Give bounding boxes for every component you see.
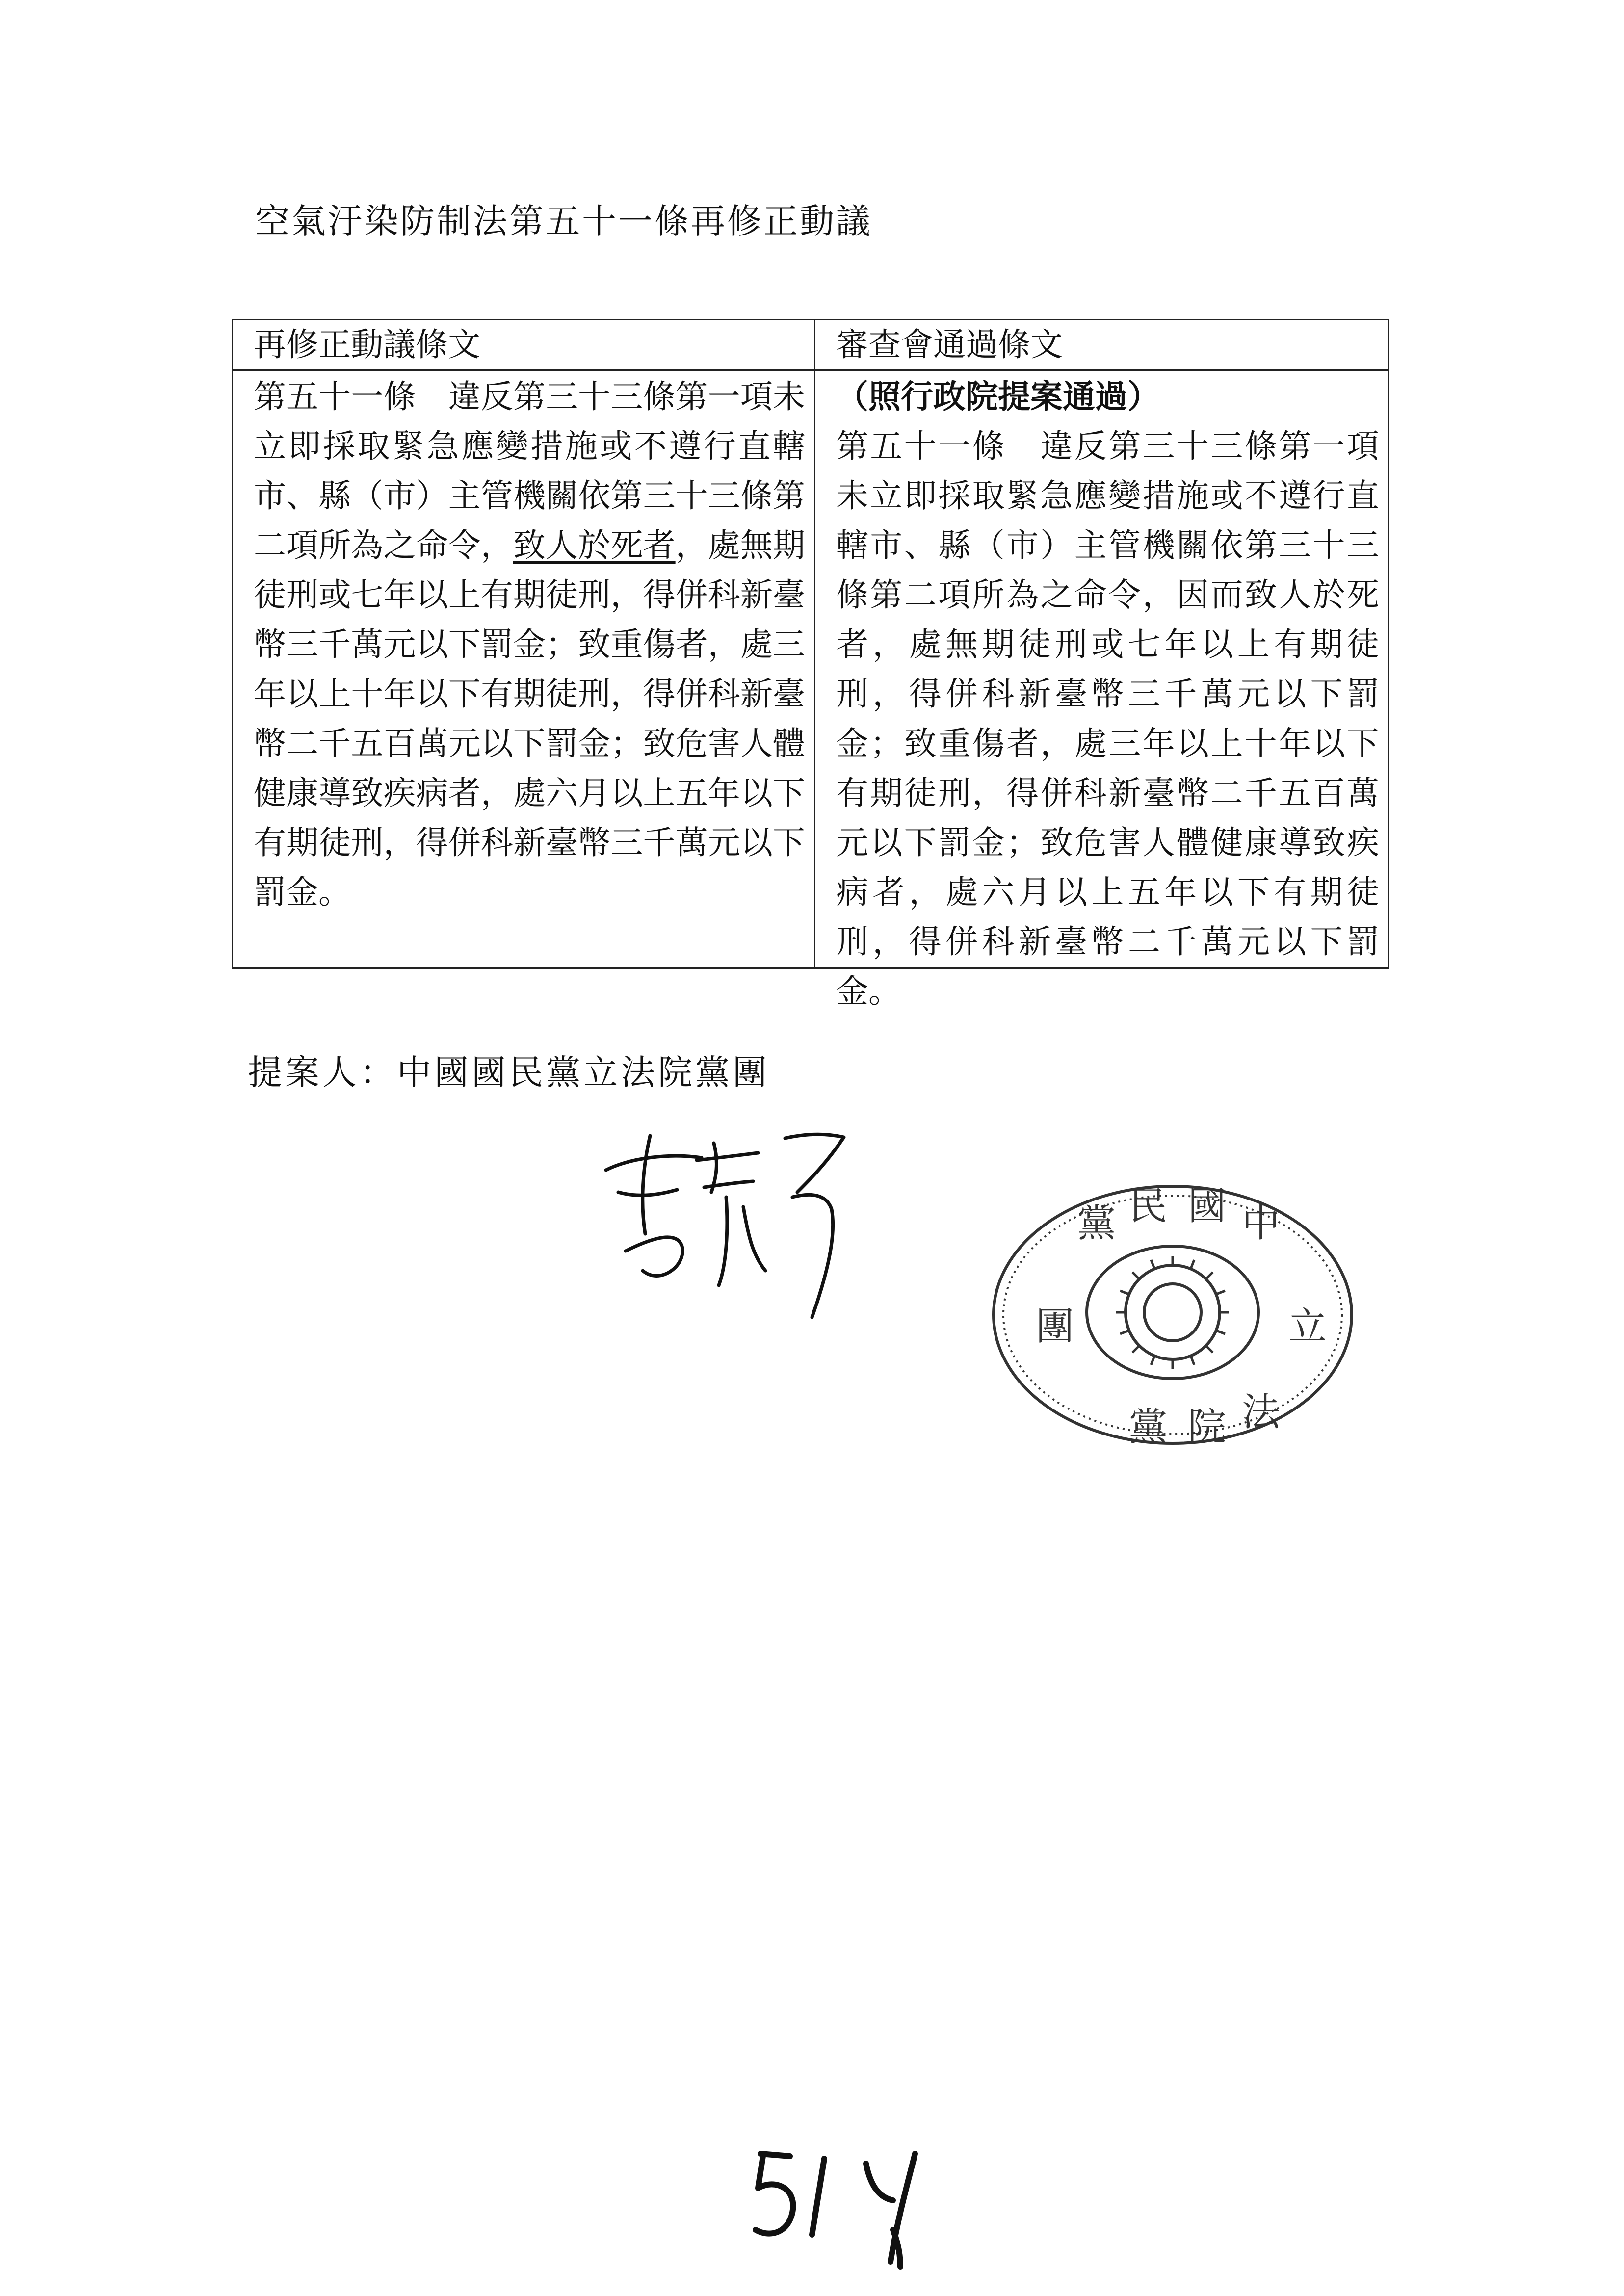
proposed-article-text [233,371,815,967]
passed-article-text [815,371,1388,1010]
proposed-text-underlined: 致人於死者 [513,526,676,564]
svg-text:黨: 黨 [1128,1405,1168,1449]
svg-text:民: 民 [1128,1184,1168,1228]
svg-text:法: 法 [1241,1390,1281,1435]
svg-text:黨: 黨 [1077,1201,1116,1246]
table-header-passed: 審查會通過條文 [815,320,1388,371]
handwritten-page-number-icon [751,2144,957,2271]
party-seal-icon [986,1177,1359,1452]
comparison-table [232,319,1389,1010]
table-header-proposed: 再修正動議條文 [233,320,815,371]
proposed-text-part-1: 第五十一條 違反第三十三條第一項未立即採取緊急應變措施或不遵行直轄市、縣（市）主管機關依第三十三條第二項所為之命令， [254,378,805,564]
passed-article-body: 第五十一條 違反第三十三條第一項未立即採取緊急應變措施或不遵行直轄市、縣（市）主管機關依第三十三條第二項所為之命令，因而致人於死者，處無期徒刑或七年以上有期徒刑，得併科新臺幣三千萬元以下罰金；致重傷者，處三年以上十年以下有期徒刑，得併科新臺幣二千五百萬元以下罰金；致危害人體健康導致疾病者，處六月以上五年以下有期徒刑，得併科新臺幣二千萬元以下罰金。 [836,427,1379,1010]
handwritten-signature-icon [596,1123,871,1330]
svg-text:團: 團 [1035,1305,1074,1349]
svg-text:中: 中 [1241,1201,1281,1246]
svg-text:國: 國 [1187,1184,1227,1228]
svg-text:立: 立 [1288,1305,1327,1349]
document-title: 空氣汙染防制法第五十一條再修正動議 [255,201,872,241]
proposer-line: 提案人：中國國民黨立法院黨團 [248,1052,770,1093]
svg-text:院: 院 [1187,1405,1227,1449]
passed-article-note: （照行政院提案通過） [836,378,1160,416]
proposed-text-part-2: ，處無期徒刑或七年以上有期徒刑，得併科新臺幣三千萬元以下罰金；致重傷者，處三年以上十年以下有期徒刑，得併科新臺幣二千五百萬元以下罰金；致危害人體健康導致疾病者，處六月以上五年以下有期徒刑，得併科新臺幣三千萬元以下罰金。 [254,526,805,911]
